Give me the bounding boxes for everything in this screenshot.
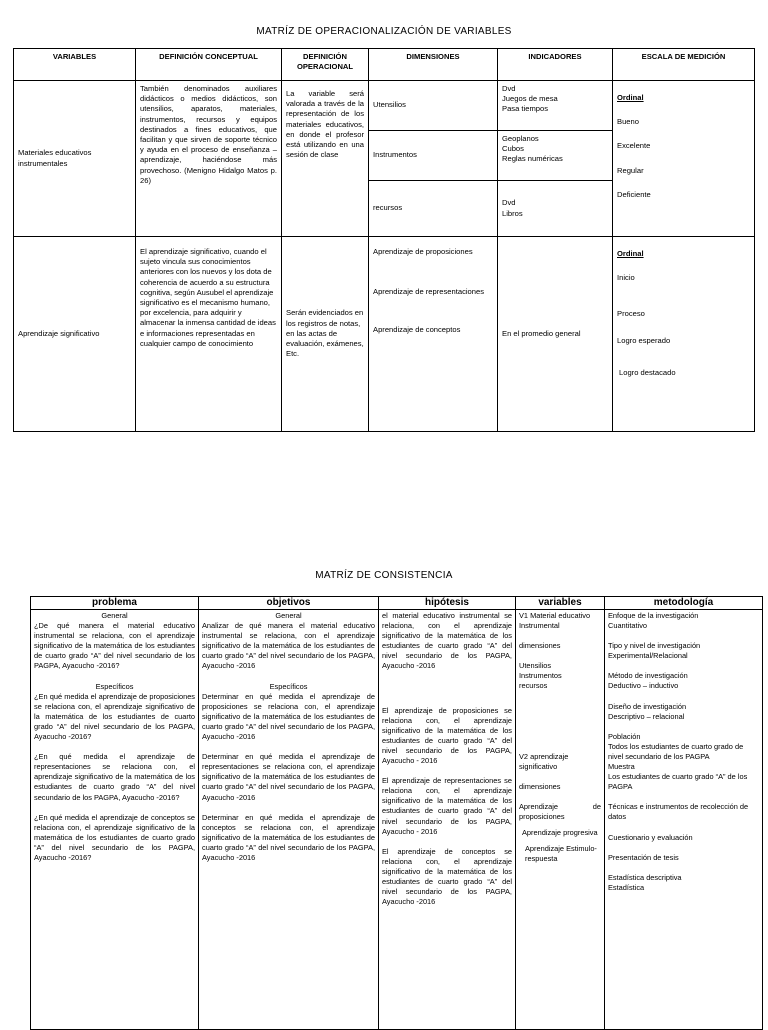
dimension-cell <box>369 237 498 432</box>
section-label: Específicos <box>95 681 134 691</box>
method-item: Estadística descriptiva Estadística <box>608 872 682 892</box>
indicator-cell: Dvd Libros <box>498 181 613 237</box>
indicator-cell: Dvd Juegos de mesa Pasa tiempos <box>498 81 613 131</box>
problema-cell <box>31 610 199 1030</box>
table-row <box>14 237 755 432</box>
dimension-item: Aprendizaje de proposiciones <box>519 801 601 821</box>
section-label: General <box>275 611 302 620</box>
dimension-item: Aprendizaje de representaciones <box>373 287 485 297</box>
header-cell: variables <box>516 597 605 610</box>
matrix2-title: MATRÍZ DE CONSISTENCIA <box>315 570 453 581</box>
problem-general: ¿De qué manera el material educativo instrumental se relaciona, con el aprendizaje significativo de la matemática de los estudiantes de cuarto grado “A” del nivel secundario de los PAGPA, Ayacucho -2016? <box>34 621 195 671</box>
method-item: Tipo y nivel de investigación Experimental/Relacional <box>608 641 701 661</box>
scale-item: Regular <box>617 165 644 175</box>
header-cell: metodología <box>605 597 763 610</box>
scale-cell <box>613 237 755 432</box>
variable-1: V1 Material educativo Instrumental <box>519 611 591 631</box>
method-item: Población Todos los estudiantes de cuarto grado de nivel secundario de los PAGPA Muestra Los estudiantes de cuarto grado “A” de los PAGPA <box>608 731 748 792</box>
operational-definition-cell: Serán evidenciados en los registros de notas, en las actas de evaluación, exámenes, Etc. <box>282 237 369 432</box>
dimension-item: Aprendizaje de conceptos <box>373 325 461 335</box>
table-row <box>31 610 763 1030</box>
scale-item: Logro esperado <box>617 335 671 345</box>
indicator-cell: Geoplanos Cubos Reglas numéricas <box>498 131 613 181</box>
scale-item: Logro destacado <box>619 367 676 377</box>
method-item: Diseño de investigación Descriptivo – relacional <box>608 701 687 721</box>
variable-cell: Materiales educativos instrumentales <box>14 81 136 237</box>
dimensions-label: dimensiones <box>519 781 561 791</box>
header-cell: INDICADORES <box>498 49 613 81</box>
header-cell: VARIABLES <box>14 49 136 81</box>
problem-specific: ¿En qué medida el aprendizaje de proposiciones se relaciona con, el aprendizaje significativo de la matemática de los estudiantes de cuarto grado “A” del nivel secundario de los PAGPA, Ayacucho -2016? <box>34 691 195 742</box>
conceptual-definition-cell: También denominados auxiliares didácticos o medios didácticos, son utensilios, aparatos, materiales, instrumentos, recursos y equipos destinados a fines educativos, que facilitan y que sirven de soporte técnico y ayuda en el proceso de enseñanza – aprendizaje, haciéndose más provechoso. (Menigno Hidalgo Matos p. 26) <box>136 81 282 237</box>
dimension-item: Aprendizaje de proposiciones <box>373 247 473 256</box>
objetivos-cell <box>199 610 379 1030</box>
problem-specific: ¿En qué medida el aprendizaje de conceptos se relaciona con, el aprendizaje significativo de la matemática de los estudiantes de cuarto grado “A” del nivel secundario de los PAGPA, Ayacucho -2016? <box>34 812 195 862</box>
header-cell: problema <box>31 597 199 610</box>
metodologia-cell <box>605 610 763 1030</box>
dimension-item: Aprendizaje progresiva <box>522 828 598 838</box>
section-label: General <box>101 611 128 620</box>
header-cell: ESCALA DE MEDICIÓN <box>613 49 755 81</box>
method-item: Método de investigación Deductivo – inductivo <box>608 671 688 691</box>
header-cell: DEFINICIÓN OPERACIONAL <box>282 49 369 81</box>
header-cell: DEFINICIÓN CONCEPTUAL <box>136 49 282 81</box>
hypothesis-specific: El aprendizaje de proposiciones se relaciona con, el aprendizaje significativo de la matemática de los estudiantes de cuarto grado “A” del nivel secundario de los PAGPA, Ayacucho - 2016 <box>382 705 512 766</box>
objective-general: Analizar de qué manera el material educativo instrumental se relaciona, con el aprendizaje significativo de la matemática de los estudiantes de cuarto grado “A” del nivel secundario de los PAGPA, Ayacucho -2016 <box>202 621 375 671</box>
conceptual-definition-cell: El aprendizaje significativo, cuando el sujeto vincula sus conocimientos anteriores con los nuevos y los dota de coherencia de acuerdo a su estructura cognitiva, según Ausubel el aprendizaje significativo es el mecanismo humano, por excelencia, para adquirir y almacenar la inmensa cantidad de ideas e informaciones representadas en cualquier campo de conocimiento <box>136 237 282 432</box>
scale-item: Inicio <box>617 273 635 283</box>
objective-specific: Determinar en qué medida el aprendizaje de conceptos se relaciona con, el aprendizaje significativo de la matemática de los estudiantes de cuarto grado “A” del nivel secundario de los PAGPA, Ayacucho -2016 <box>202 812 375 862</box>
header-cell: DIMENSIONES <box>369 49 498 81</box>
indicator-cell: En el promedio general <box>498 237 613 432</box>
method-item: Técnicas e instrumentos de recolección de datos <box>608 802 749 822</box>
section-label: Específicos <box>269 681 308 691</box>
dimension-item: Aprendizaje Estimulo-respuesta <box>525 844 597 864</box>
dimension-cell: Utensilios <box>369 81 498 131</box>
objective-specific: Determinar en qué medida el aprendizaje de representaciones se relaciona con, el aprendizaje significativo de la matemática de los estudiantes de cuarto grado “A” del nivel secundario de los PAGPA, Ayacucho -2016 <box>202 752 375 802</box>
scale-title: Ordinal <box>617 93 644 102</box>
scale-item: Bueno <box>617 117 639 127</box>
consistency-table <box>30 596 763 1030</box>
header-cell: objetivos <box>199 597 379 610</box>
scale-item: Deficiente <box>617 189 651 199</box>
hypothesis-specific: El aprendizaje de representaciones se relaciona con, el aprendizaje significativo de la matemática de los estudiantes de cuarto grado “A” del nivel secundario de los PAGPA, Ayacucho - 2016 <box>382 776 512 836</box>
variables-cell <box>516 610 605 1030</box>
scale-item: Excelente <box>617 141 651 151</box>
dimension-cell: Instrumentos <box>369 131 498 181</box>
method-item: Enfoque de la investigación Cuantitativo <box>608 611 699 631</box>
scale-cell <box>613 81 755 237</box>
scale-title: Ordinal <box>617 249 644 258</box>
matrix1-title: MATRÍZ DE OPERACIONALIZACIÓN DE VARIABLES <box>256 26 512 37</box>
table-header-row <box>14 49 755 81</box>
variable-2: V2 aprendizaje significativo <box>519 751 569 771</box>
table-row <box>14 81 755 131</box>
table-header-row <box>31 597 763 610</box>
hipotesis-cell <box>379 610 516 1030</box>
hypothesis-specific: El aprendizaje de conceptos se relaciona con, el aprendizaje significativo de la matemática de los estudiantes de cuarto grado “A” del nivel secundario de los PAGPA, Ayacucho -2016 <box>382 846 512 907</box>
objective-specific: Determinar en qué medida el aprendizaje de proposiciones se relaciona con, el aprendizaje significativo de la matemática de los estudiantes de cuarto grado “A” del nivel secundario de los PAGPA, Ayacucho -2016 <box>202 691 375 742</box>
dimension-list: Utensilios Instrumentos recursos <box>519 661 562 691</box>
scale-item: Proceso <box>617 309 645 319</box>
hypothesis-general: el material educativo instrumental se relaciona, con el aprendizaje significativo de la matemática de los estudiantes de cuarto grado “A” del nivel secundario de los PAGPA, Ayacucho -2016 <box>382 611 512 671</box>
operationalization-table <box>13 48 755 432</box>
dimension-cell: recursos <box>369 181 498 237</box>
variable-cell: Aprendizaje significativo <box>14 237 136 432</box>
header-cell: hipótesis <box>379 597 516 610</box>
problem-specific: ¿En qué medida el aprendizaje de representaciones se relaciona con, el aprendizaje significativo de la matemática de los estudiantes de cuarto grado “A” del nivel secundario de los PAGPA, Ayacucho -2016? <box>34 752 195 802</box>
method-item: Cuestionario y evaluación <box>608 832 693 842</box>
method-item: Presentación de tesis <box>608 852 679 862</box>
operational-definition-cell: La variable será valorada a través de la representación de los materiales educativos, en donde el profesor está utilizando en una sesión de clase <box>282 81 369 237</box>
dimensions-label: dimensiones <box>519 641 561 651</box>
